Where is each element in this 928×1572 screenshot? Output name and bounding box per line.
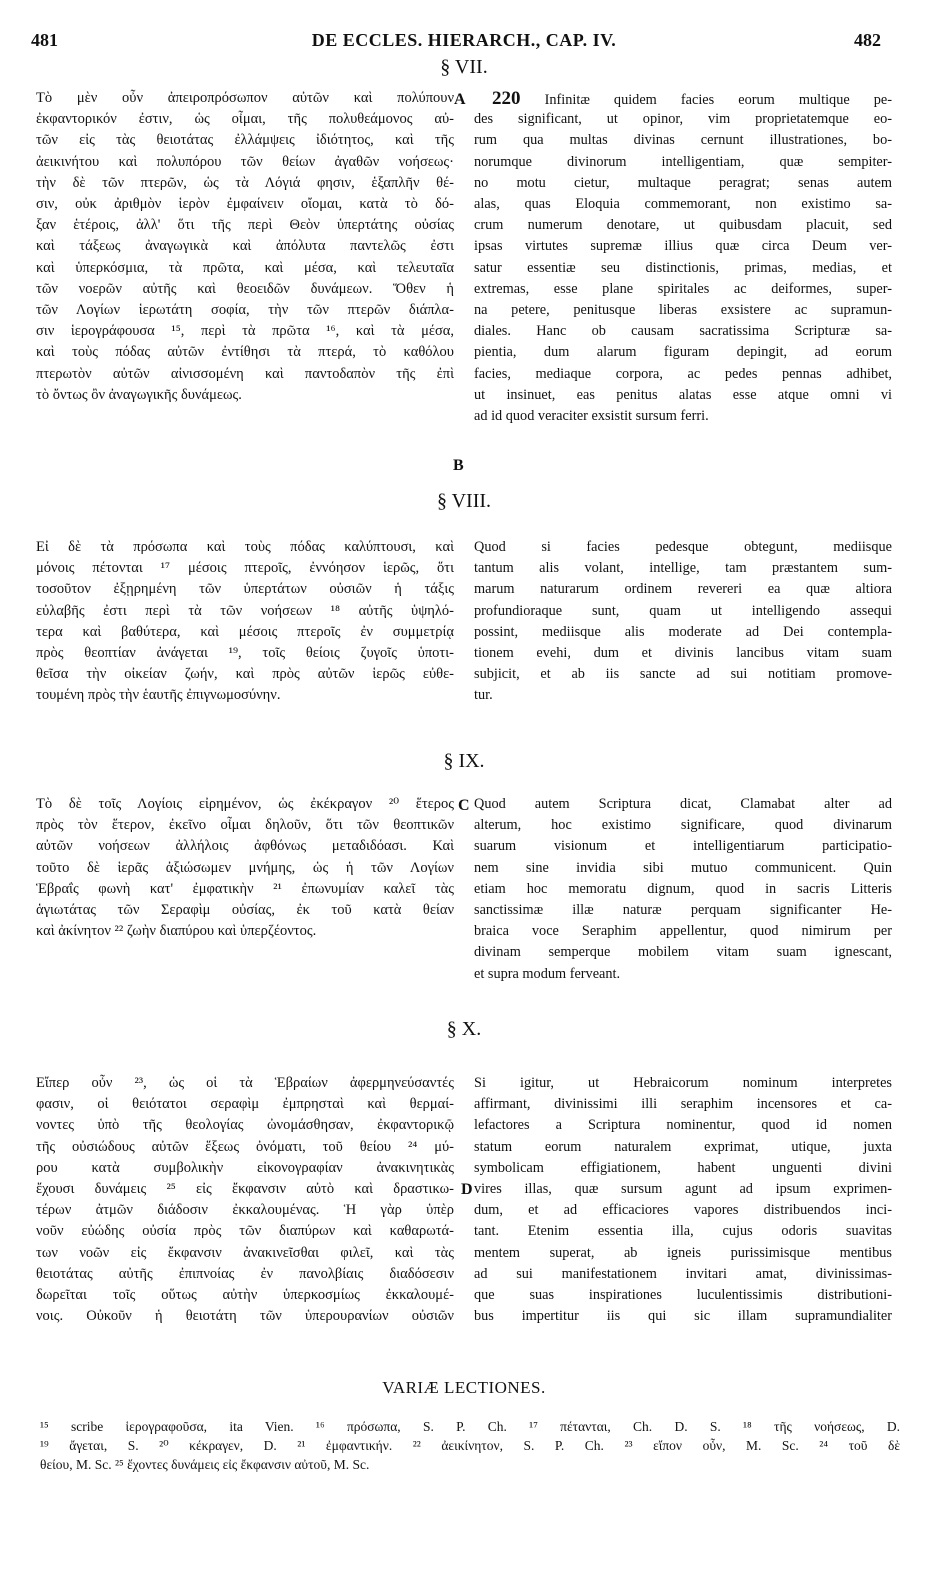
- text-line: braica voce Seraphim appellentur, quod nimirum per: [474, 923, 892, 940]
- text-line: subjicit, et ab iis sancte ad sui notitiam promove-: [474, 666, 892, 683]
- text-line: καὶ ἀκίνητον ²² ζωὴν διαπύρου καὶ ὑπερζέοντος.: [36, 923, 317, 940]
- text-line: τῶν Λογίων ἱερωτάτη σοφία, τὴν τῶν πτερῶν διάπλα-: [36, 302, 454, 319]
- text-line: Quod autem Scriptura dicat, Clamabat alter ad: [474, 796, 892, 812]
- text-line: Ἑβραΐς φωνὴ κατ' ἐμφατικὴν ²¹ ἐπωνυμίαν καλεῖ τὰς: [36, 880, 454, 897]
- margin-letter-d: D: [461, 1181, 473, 1198]
- text-line: crum numerum denotare, ut quibusdam placuit, sed: [474, 217, 892, 234]
- text-line: tionem evehi, dum et divinis lancibus vitam suam: [474, 645, 892, 662]
- latin-block-vii-body: [474, 109, 892, 427]
- text-line: τερα καὶ βαθύτερα, καὶ μέσοις πτεροῖς ἐν συμμετρίᾳ: [36, 623, 454, 640]
- variae-lectiones-notes: [40, 1417, 900, 1474]
- text-line: ρου κατὰ συμβολικὴν εἰκονογραφίαν ἀνακινητικὰς: [36, 1159, 454, 1176]
- margin-letter-a: A: [454, 91, 466, 108]
- text-line: alas, quas Eloquia commemorant, non existimo sa-: [474, 196, 892, 212]
- text-line: possint, mediisque alis moderate ad Dei contempla-: [474, 623, 892, 640]
- text-line: lefactores a Scriptura nominentur, quod id nomen: [474, 1117, 892, 1134]
- greek-block-ix: [36, 794, 454, 942]
- text-line: Quod si facies pedesque obtegunt, mediisque: [474, 539, 892, 555]
- text-line: rum qua multas divinas cernunt illustrationes, bo-: [474, 132, 892, 149]
- section-heading-viii: § VIII.: [436, 490, 492, 512]
- text-line: πρὸς θεοπτίαν ἀνάγεται ¹⁹, τοῖς θείοις ζυγοῖς ὑποτι-: [36, 645, 454, 662]
- text-line: Εἰ δὲ τὰ πρόσωπα καὶ τοὺς πόδας καλύπτουσι, καὶ: [36, 539, 454, 555]
- text-line: πρὸς τὸν ἕτερον, ἐκεῖνο οἶμαι δηλοῦν, ὅτι τῶν θεοπτικῶν: [36, 817, 454, 834]
- text-line: pientia, dum alarum figuram depingit, ad eorum: [474, 344, 892, 361]
- text-line: θεῖσα τὴν οἰκείαν ζωήν, καὶ πρὸς αὐτῶν ἱερῶς εὐθε-: [36, 666, 454, 683]
- text-line: et supra modum ferveant.: [474, 965, 621, 982]
- text-line: τοῦτο δὲ ἱερᾶς ἀξιώσωμεν μνήμης, ὡς ἡ τῶν Λογίων: [36, 859, 454, 876]
- text-line: ἔχουσι δυνάμεις ²⁵ εἰς ἔκφανσιν αὐτὸ καὶ δραστικω-: [36, 1181, 454, 1198]
- text-line: τῆς οὐσιώδους αὐτῶν ἕξεως ὀνόματι, τοῦ θείου ²⁴ μύ-: [36, 1138, 454, 1155]
- text-line: των νοῶν εἰς ἔκφανσιν ἀνακινεῖσθαι φιλεῖ, καὶ τὰς: [36, 1244, 454, 1261]
- text-line: symbolicam effigiationem, habent unguenti divini: [474, 1159, 892, 1176]
- variae-lectiones-title: VARIÆ LECTIONES.: [382, 1378, 546, 1397]
- text-line: τουμένη πρὸς τὴν ἑαυτῆς ἐπιγνωμοσύνην.: [36, 687, 281, 704]
- text-line: etiam hoc memoratu dignum, quod in sacris Litteris: [474, 880, 892, 897]
- latin-block-vii: [492, 88, 892, 111]
- text-line: extremas, esse plane spiritales ac deiformes, super-: [474, 280, 892, 297]
- text-line: νοντες ὑπὸ τῆς θεολογίας ὠνομάσθησαν, ἐκφαντορικῷ: [36, 1117, 454, 1134]
- text-line: μόνοις πέτονται ¹⁷ μέσοις πτεροῖς, ἐννόησον ἱερῶς, ὅτι: [36, 560, 454, 577]
- text-line: divinam semperque mobilem vitam suam ignescant,: [474, 944, 892, 961]
- text-line: ἁγιωτάτας τῶν Σεραφὶμ οὐσίας, ἐκ τοῦ κατὰ θείαν: [36, 902, 454, 919]
- text-line: affirmant, divinissimi illi seraphim incensores et ca-: [474, 1096, 892, 1113]
- text-line: εὐλαβῆς ἐστι περὶ τὰ τῶν νοήσεων ¹⁸ αὐτῆς ὑψηλό-: [36, 602, 454, 619]
- text-line: καὶ ὑπερκόσμια, τὰ πρῶτα, καὶ μέσα, καὶ τελευταῖα: [36, 259, 454, 276]
- text-line: τέρων ἀτμῶν διάδοσιν ἐκκαλουμένας. Ἡ γὰρ ὑπὲρ: [36, 1202, 454, 1219]
- text-line: Τὸ δὲ τοῖς Λογίοις εἰρημένον, ὡς ἐκέκραγον ²⁰ ἕτερος: [36, 796, 454, 812]
- text-line: αὐτῶν νοήσεων ἀλλήλοις ἀφθόνως μεταδιδόασι. Καὶ: [36, 838, 454, 855]
- running-title: DE ECCLES. HIERARCH., CAP. IV.: [311, 30, 617, 50]
- left-page-number: 481: [31, 30, 58, 50]
- text-line: diales. Hanc ob causam sacratissima Scripturæ sa-: [474, 323, 892, 340]
- text-line: ipsas virtutes supremæ illius quæ circa Deum ver-: [474, 238, 892, 255]
- text-line: alterum, hoc existimo significare, quod divinarum: [474, 817, 892, 834]
- text-line: marum naturarum ordinem revereri ea quæ altiora: [474, 581, 892, 598]
- text-line: statum eorum naturalem exprimat, utique, juxta: [474, 1138, 892, 1155]
- margin-letter-c: C: [458, 797, 470, 814]
- text-line: τοσοῦτον ἐξῃρημένη τῶν ὑπερτάτων οὐσιῶν ἡ τάξις: [36, 581, 454, 598]
- text-line: ἐκφαντορικόν ἐστιν, ὡς οἶμαι, τῆς πολυθεάμονος αὐ-: [36, 111, 454, 128]
- text-line: Εἴπερ οὖν ²³, ὡς οἱ τὰ Ἑβραίων ἀφερμηνεύσαντές: [36, 1075, 454, 1091]
- text-line: δωρεῖται τοῖς οὕτως αὐτὴν ὑπερκοσμίως ἐκκαλουμέ-: [36, 1287, 454, 1304]
- text-line: τὸ ὄντως ὂν ἀναγωγικῆς δυνάμεως.: [36, 386, 242, 403]
- latin-block-viii: [474, 537, 892, 707]
- text-line: ad sui manifestationem invitari amat, divinissimas-: [474, 1265, 892, 1282]
- text-line: καὶ τοὺς πόδας αὐτῶν ἐντίθησι τὰ πτερά, τὸ καθόλου: [36, 344, 454, 361]
- text-line: no motu cietur, multaque peragrat; senas autem: [474, 174, 892, 191]
- text-line: τῶν εἰς τὰς θειοτάτας ἐλλάμψεις ἰδιότητος, καὶ τῆς: [36, 132, 454, 149]
- text-line: Si igitur, ut Hebraicorum nominum interpretes: [474, 1075, 892, 1091]
- text-line: tur.: [474, 687, 493, 704]
- greek-block-vii: [36, 88, 454, 406]
- text-line: ut insinuet, eas penitus alatas esse atque omni vi: [474, 386, 892, 403]
- text-line: Τὸ μὲν οὖν ἀπειροπρόσωπον αὐτῶν καὶ πολύπουν: [36, 90, 454, 106]
- text-line: [492, 88, 892, 111]
- section-heading-ix: § IX.: [443, 750, 485, 772]
- text-line: suarum visionum et intelligentiarum participatio-: [474, 838, 892, 855]
- latin-block-x: [474, 1073, 892, 1327]
- text-line: bus impertitur iis qui sic illam supramundialiter: [474, 1308, 892, 1325]
- text-line: profundioraque sunt, quam ut intelligendo assequi: [474, 602, 892, 619]
- text-line: facies, mediaque corpora, ac pedes pennas adhibet,: [474, 365, 892, 382]
- greek-block-x: [36, 1073, 454, 1327]
- text-line: πτερωτὸν αὐτῶν αἰνισσομένη καὶ παντοδαπὸν τῆς ἐπὶ: [36, 365, 454, 382]
- footnote-line: ¹⁵ scribe ἱερογραφοῦσα, ita Vien. ¹⁶ πρόσωπα, S. P. Ch. ¹⁷ πέτανται, Ch. D. S. ¹⁸ τῆς νοήσεως, D.: [40, 1419, 900, 1434]
- text-line: ἀεικινήτου καὶ πολυπόρου τῶν θείων ἀγαθῶν νοήσεως·: [36, 153, 454, 170]
- section-heading-x: § X.: [446, 1018, 482, 1040]
- text-line: νοῦν εὐώδης οὐσία πρὸς τῶν διαπύρων καὶ καθαρωτά-: [36, 1223, 454, 1240]
- text-line: dum, et ad efficaciores vapores distribuendos inci-: [474, 1202, 892, 1219]
- text-line: καὶ τάξεως ἀναγωγικὰ καὶ ἀπόλυτα παντελῶς ἐστι: [36, 238, 454, 255]
- text-line: σιν, οὐκ ἀριθμὸν ἱερὸν ἐμφαίνειν οἴομαι, κατὰ τὸ δό-: [36, 196, 454, 213]
- text-line: que suas inspirationes luculentissimis distributioni-: [474, 1287, 892, 1304]
- footnote-line: ¹⁹ ἄγεται, S. ²⁰ κέκραγεν, D. ²¹ ἐμφαντικήν. ²² ἀεικίνητον, S. P. Ch. ²³ εἴπον οὖν, M. Sc. ²⁴ τοῦ δὲ: [40, 1438, 900, 1453]
- text-line: norumque divinorum intelligentiam, quæ sempiter-: [474, 153, 892, 170]
- text-line: tant. Etenim essentia illa, cujus odoris suavitas: [474, 1223, 892, 1240]
- text-line-part: Infinitæ quidem facies eorum multique pe-: [544, 92, 892, 108]
- margin-letter-b: B: [453, 457, 464, 474]
- text-line: satur essentiæ seu distinctionis, primas, medias, et: [474, 259, 892, 276]
- text-line: τὴν δὲ τῶν πτερῶν, ὡς τὰ Λόγιά φησιν, ἑξαπλῆν θέ-: [36, 174, 454, 191]
- text-line: tantum alis volant, intellige, tam præstantem sum-: [474, 560, 892, 577]
- text-line: νοις. Οὐκοῦν ἡ θειοτάτη τῶν ὑπερουρανίων οὐσιῶν: [36, 1308, 454, 1325]
- text-line: des significant, ut opinor, vim proprietatemque eo-: [474, 111, 892, 128]
- text-line: sanctissimæ illæ naturæ perquam significanter He-: [474, 902, 892, 919]
- section-heading-vii: § VII.: [440, 56, 488, 78]
- text-line: θειοτάτας αὐτῆς ἐπιπνοίας ἐν πανολβίαις διαδόσεσιν: [36, 1265, 454, 1282]
- latin-block-ix: [474, 794, 892, 985]
- text-line: na petere, penitusque liberas exsistere ac supramun-: [474, 302, 892, 319]
- text-line: mentem superat, ab igneis purissimisque mentibus: [474, 1244, 892, 1261]
- footnote-line: θείου, M. Sc. ²⁵ ἔχοντες δυνάμεις εἰς ἔκφανσιν αὐτοῦ, M. Sc.: [40, 1457, 370, 1472]
- text-line: ξαν ἑτέροις, ἀλλ' ὅτι τῆς περὶ Θεὸν ὑπερτάτης οὐσίας: [36, 217, 454, 234]
- text-line: σιν ἱερογράφουσα ¹⁵, περὶ τὰ πρῶτα ¹⁶, καὶ τὰ μέσα,: [36, 323, 454, 340]
- text-line: φασιν, οἱ θειότατοι σεραφὶμ ἐμπρησταὶ καὶ θερμαί-: [36, 1096, 454, 1113]
- text-line: nem sine invidia sibi mutuo communicent. Quin: [474, 859, 892, 876]
- column-number: 220: [492, 88, 521, 109]
- greek-block-viii: [36, 537, 454, 707]
- right-page-number: 482: [854, 30, 881, 50]
- text-line: ad id quod veraciter exsistit sursum ferri.: [474, 408, 709, 425]
- text-line: vires illas, quæ sursum agunt ad ipsum exprimen-: [474, 1181, 892, 1198]
- text-line: τῶν νοερῶν αὐτῆς καὶ θεοειδῶν δυνάμεων. Ὅθεν ἡ: [36, 280, 454, 297]
